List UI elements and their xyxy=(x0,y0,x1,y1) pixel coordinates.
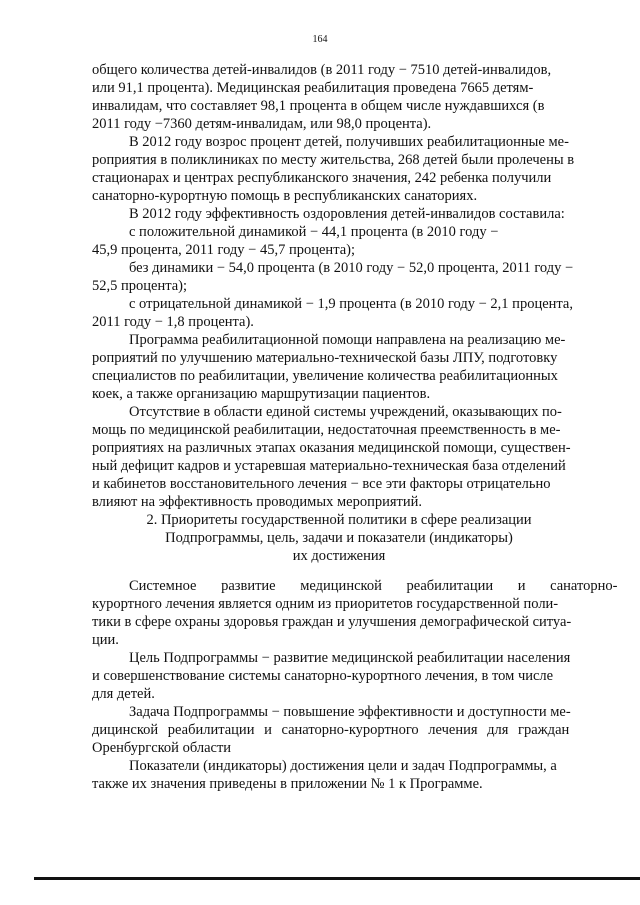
text-line: Задача Подпрограммы − повышение эффективности и доступности ме- xyxy=(129,704,571,720)
text-line: 2011 году − 1,8 процента). xyxy=(92,314,254,330)
text-line: Программа реабилитационной помощи направлена на реализацию ме- xyxy=(129,332,566,348)
text-line: дицинской реабилитации и санаторно-курортного лечения для граждан xyxy=(92,722,570,738)
paragraph-3 xyxy=(92,205,586,331)
heading-line: их достижения xyxy=(292,548,386,564)
text-line: Показатели (индикаторы) достижения цели и задач Подпрограммы, а xyxy=(129,758,557,774)
text-line: и совершенствование системы санаторно-курортного лечения, в том числе xyxy=(92,668,554,684)
text-line: с отрицательной динамикой − 1,9 процента (в 2010 году − 2,1 процента, xyxy=(129,296,573,312)
bottom-rule xyxy=(34,877,640,880)
paragraph-5 xyxy=(92,403,586,511)
text-line: роприятиях на различных этапах оказания медицинской помощи, существен- xyxy=(92,440,571,456)
section-heading xyxy=(92,511,586,565)
section-paragraph-4 xyxy=(92,757,586,793)
text-line: с положительной динамикой − 44,1 процента (в 2010 году − xyxy=(129,224,499,240)
text-line: Системное развитие медицинской реабилитации и санаторно- xyxy=(129,578,618,594)
text-line: влияют на эффективность проводимых мероприятий. xyxy=(92,494,423,510)
text-line: санаторно-курортную помощь в республиканских санаториях. xyxy=(92,188,478,204)
text-line: или 91,1 процента). Медицинская реабилитация проведена 7665 детям- xyxy=(92,80,534,96)
text-line: роприятия в поликлиниках по месту жительства, 268 детей были пролечены в xyxy=(92,152,575,168)
paragraph-1 xyxy=(92,61,586,133)
section-paragraph-3 xyxy=(92,703,586,757)
text-line: без динамики − 54,0 процента (в 2010 году − 52,0 процента, 2011 году − xyxy=(129,260,574,276)
text-line: ный дефицит кадров и устаревшая материально-техническая база отделений xyxy=(92,458,566,474)
text-line: Цель Подпрограммы − развитие медицинской реабилитации населения xyxy=(129,650,571,666)
page-number: 164 xyxy=(312,34,328,45)
paragraph-4 xyxy=(92,331,586,403)
text-line: общего количества детей-инвалидов (в 2011 году − 7510 детей-инвалидов, xyxy=(92,62,552,78)
section-paragraph-1 xyxy=(92,577,618,649)
text-line: специалистов по реабилитации, увеличение количества реабилитационных xyxy=(92,368,558,384)
heading-line: Подпрограммы, цель, задачи и показатели (индикаторы) xyxy=(165,530,513,546)
section-paragraph-2 xyxy=(92,649,586,703)
paragraph-2 xyxy=(92,133,586,205)
text-line: стационарах и центрах республиканского значения, 242 ребенка получили xyxy=(92,170,552,186)
text-line: курортного лечения является одним из приоритетов государственной поли- xyxy=(92,596,559,612)
text-line: мощь по медицинской реабилитации, недостаточная преемственность в ме- xyxy=(92,422,561,438)
text-line: коек, а также организацию маршрутизации пациентов. xyxy=(92,386,431,402)
text-line: 45,9 процента, 2011 году − 45,7 процента); xyxy=(92,242,355,258)
text-line: и кабинетов восстановительного лечения − все эти факторы отрицательно xyxy=(92,476,551,492)
text-line: В 2012 году эффективность оздоровления детей-инвалидов составила: xyxy=(129,206,565,222)
text-line: инвалидам, что составляет 98,1 процента в общем числе нуждавшихся (в xyxy=(92,98,545,114)
text-line: Отсутствие в области единой системы учреждений, оказывающих по- xyxy=(129,404,562,420)
text-line: для детей. xyxy=(92,686,155,702)
text-line: Оренбургской области xyxy=(92,740,232,756)
text-line: 2011 году −7360 детям-инвалидам, или 98,0 процента). xyxy=(92,116,432,132)
text-line: ции. xyxy=(92,632,119,648)
text-line: также их значения приведены в приложении № 1 к Программе. xyxy=(92,776,483,792)
text-line: роприятий по улучшению материально-технической базы ЛПУ, подготовку xyxy=(92,350,558,366)
heading-line: 2. Приоритеты государственной политики в сфере реализации xyxy=(146,512,532,528)
text-line: 52,5 процента); xyxy=(92,278,188,294)
text-line: В 2012 году возрос процент детей, получивших реабилитационные ме- xyxy=(129,134,569,150)
text-line: тики в сфере охраны здоровья граждан и улучшения демографической ситуа- xyxy=(92,614,572,630)
